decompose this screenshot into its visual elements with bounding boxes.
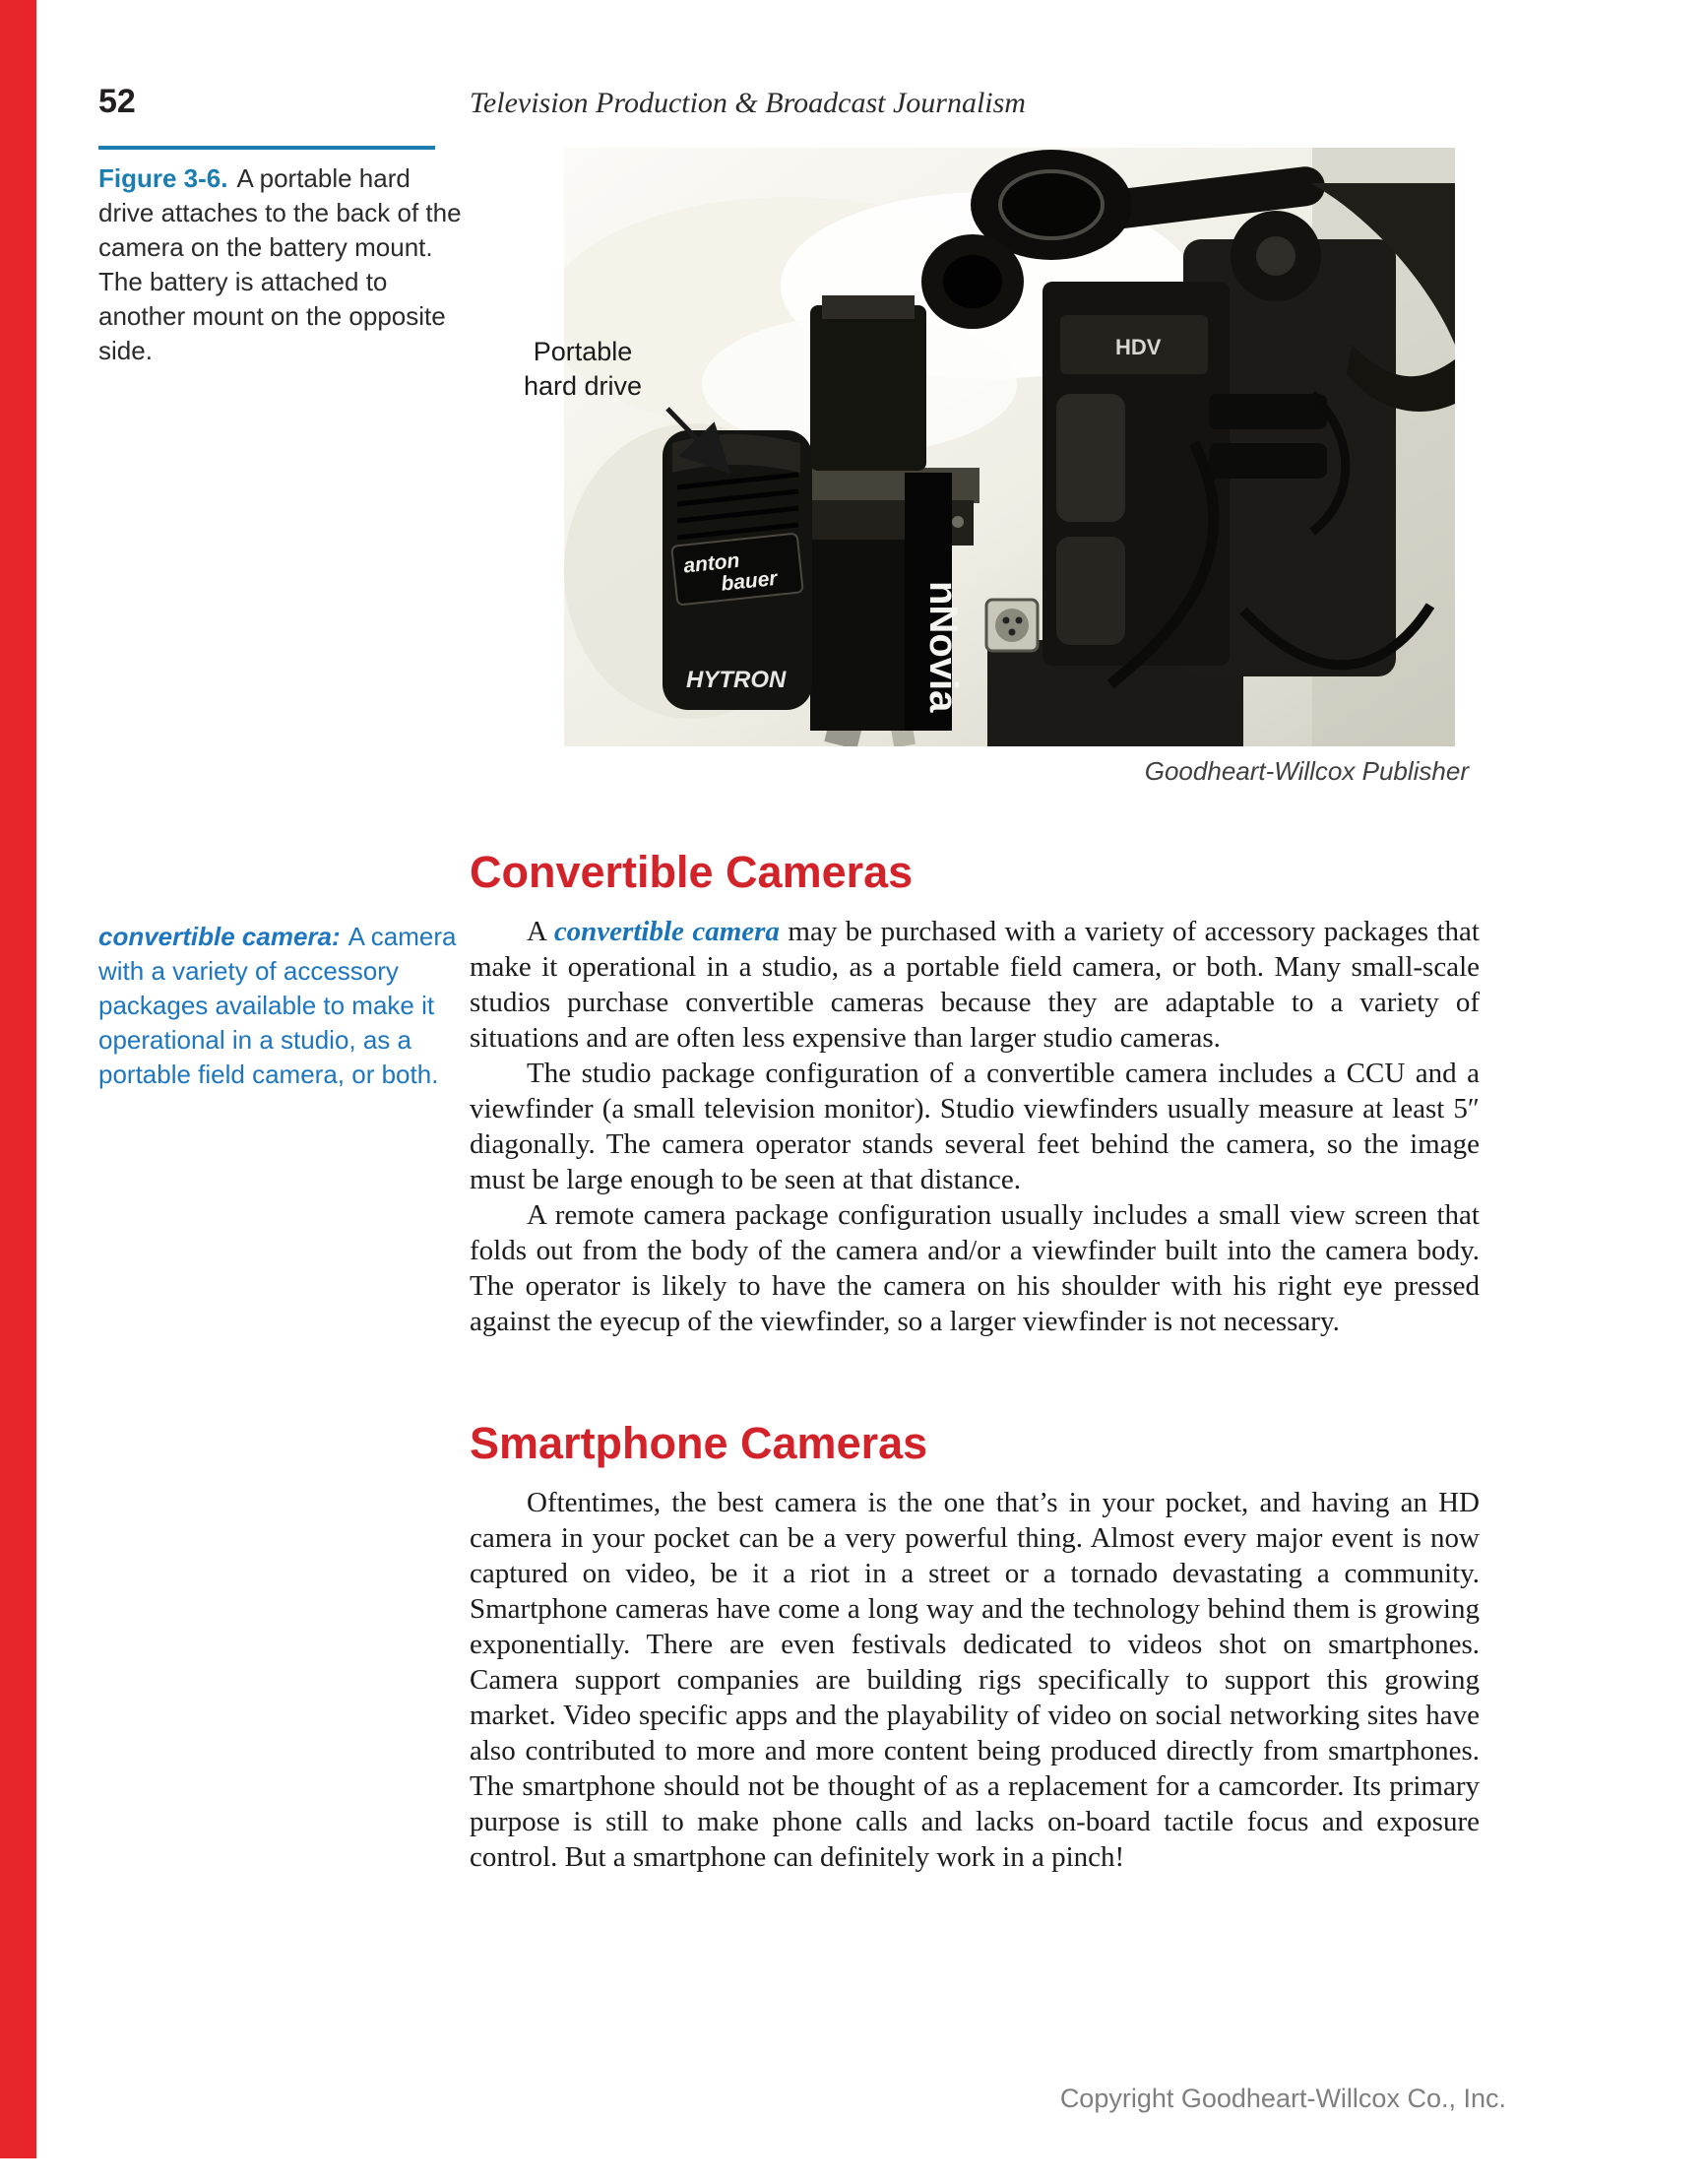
section-heading-convertible: Convertible Cameras [470, 847, 914, 897]
definition-text: A camera with a variety of accessory packages available to make it operational in a studio, as a portable field camera, or both. [98, 922, 457, 1089]
camera-photo-illustration [564, 148, 1455, 746]
paragraph-convertible-1 [470, 914, 1480, 1056]
annotation-line1: Portable [533, 337, 633, 366]
paragraph-convertible-3: A remote camera package configuration usually includes a small view screen that folds out from the body of the camera and/or a viewfinder built into the camera body. The operator is likely to have the camera on his shoulder with his right eye pressed against the eyecup of the viewfinder, so a larger viewfinder is not necessary. [470, 1199, 1480, 1337]
figure-photo [564, 148, 1455, 746]
battery-model-label: HYTRON [686, 667, 787, 693]
paragraph-convertible-2: The studio package configuration of a convertible camera includes a CCU and a viewfinder (a small television monitor). Studio viewfinders usually measure at least 5″ diagonally. The camera operator stands several feet behind the camera, so the image must be large enough to be seen at that distance. [470, 1058, 1480, 1195]
figure-caption-text: A portable hard drive attaches to the back of the camera on the battery mount. The battery is attached to another mount on the opposite side. [98, 163, 462, 365]
paragraph-smartphone-1: Oftentimes, the best camera is the one that’s in your pocket, and having an HD camera in your pocket can be a very powerful thing. Almost every major event is now captured on video, be it a riot in a street or a tornado devastating a community. Smartphone cameras have come a long way and the technology behind them is growing exponentially. There are even festivals dedicated to videos shot on smartphones. Camera support companies are building rigs specifically to support this growing market. Video specific apps and the playability of video on social networking sites have also contributed to more and more content being produced directly from smartphones. The smartphone should not be thought of as a replacement for a camcorder. Its primary purpose is still to make phone calls and lacks on-board tactile focus and exposure control. But a smartphone can definitely work in a pinch! [470, 1487, 1480, 1873]
figure-label: Figure 3-6. [98, 163, 228, 193]
section-heading-smartphone: Smartphone Cameras [470, 1418, 928, 1468]
running-head: Television Production & Broadcast Journalism [470, 87, 1026, 119]
caption-rule [98, 146, 435, 150]
photo-credit: Goodheart-Willcox Publisher [1144, 756, 1469, 786]
paragraph-text: A [527, 916, 554, 947]
battery-brand-line1: anton [682, 548, 741, 578]
page-number: 52 [98, 83, 136, 120]
camera-hdv-label: HDV [1115, 335, 1162, 359]
paragraph-text: may be purchased with a variety of accessory packages that make it operational in a studio, as a portable field camera, or both. Many small-scale studios purchase convertible cameras because they are adaptable to a variety of situations and are often less expensive than larger studio cameras. [470, 916, 1480, 1054]
inline-term-convertible-camera: convertible camera [553, 916, 780, 947]
photo-annotation [503, 335, 663, 404]
figure-caption [98, 161, 468, 368]
copyright-footer: Copyright Goodheart-Willcox Co., Inc. [1059, 2084, 1506, 2113]
battery-brand-line2: bauer [720, 566, 779, 596]
body-column [470, 847, 1480, 1875]
margin-definition [98, 920, 471, 1092]
annotation-line2: hard drive [523, 371, 643, 401]
definition-term: convertible camera: [98, 922, 341, 951]
drive-brand-label: nNovia [921, 581, 965, 713]
chapter-edge-tab [0, 0, 36, 2158]
